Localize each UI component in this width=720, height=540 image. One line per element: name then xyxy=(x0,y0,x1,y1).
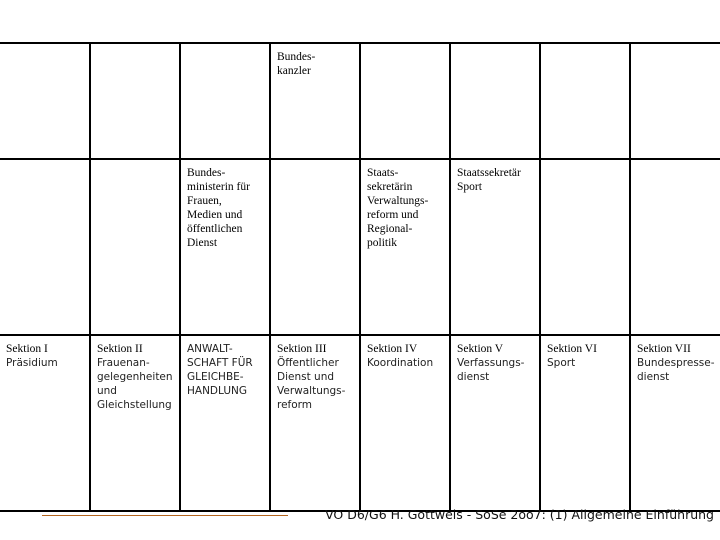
section-box-4 xyxy=(360,335,450,511)
section-title: Sektion V xyxy=(457,343,504,355)
section-box-6 xyxy=(540,335,630,511)
state-secretary-reform-box xyxy=(360,159,450,335)
cell-r1-c7 xyxy=(540,43,630,159)
section-title: Sektion I xyxy=(6,343,48,355)
cell-r1-c3 xyxy=(180,43,270,159)
footer-caption: VO D6/G6 H. Gottweis - SoSe 2oo7: (1) Allgemeine Einführung xyxy=(325,507,714,522)
section-subtitle: Öffentlicher Dienst und Verwaltungs- reform xyxy=(277,357,346,411)
section-title: Sektion VII xyxy=(637,343,691,355)
state-secretary-sport-label: Staatssekretär Sport xyxy=(457,167,521,193)
cell-r1-c1 xyxy=(0,43,90,159)
state-secretary-sport-box xyxy=(450,159,540,335)
cell-r2-c7 xyxy=(540,159,630,335)
cell-r1-c5 xyxy=(360,43,450,159)
cell-r1-c2 xyxy=(90,43,180,159)
section-subtitle: Bundespresse- dienst xyxy=(637,357,715,383)
chancellor-box xyxy=(270,43,360,159)
section-box-1 xyxy=(0,335,90,511)
minister-label: Bundes- ministerin für Frauen, Medien und öffentlichen Dienst xyxy=(187,167,250,249)
cell-r2-c4 xyxy=(270,159,360,335)
org-chart-table xyxy=(0,42,720,512)
cell-r1-c8 xyxy=(630,43,720,159)
cell-r2-c8 xyxy=(630,159,720,335)
section-box-7 xyxy=(630,335,720,511)
equal-treatment-box xyxy=(180,335,270,511)
section-subtitle: Frauenan- gelegenheiten und Gleichstellung xyxy=(97,357,173,411)
section-subtitle: Verfassungs- dienst xyxy=(457,357,525,383)
cell-r1-c6 xyxy=(450,43,540,159)
section-title: Sektion II xyxy=(97,343,143,355)
chart-row-sections xyxy=(0,335,720,511)
section-title: Sektion VI xyxy=(547,343,597,355)
chart-row-chancellor xyxy=(0,43,720,159)
section-title: Sektion III xyxy=(277,343,327,355)
equal-treatment-label: ANWALT- SCHAFT FÜR GLEICHBE- HANDLUNG xyxy=(187,343,253,397)
footer-divider xyxy=(42,515,288,516)
section-subtitle: Sport xyxy=(547,357,576,369)
section-title: Sektion IV xyxy=(367,343,418,355)
cell-r2-c2 xyxy=(90,159,180,335)
cell-r2-c1 xyxy=(0,159,90,335)
section-subtitle: Präsidium xyxy=(6,357,58,369)
section-box-3 xyxy=(270,335,360,511)
minister-box xyxy=(180,159,270,335)
chancellor-label: Bundes- kanzler xyxy=(277,51,316,77)
section-box-5 xyxy=(450,335,540,511)
section-box-2 xyxy=(90,335,180,511)
state-secretary-reform-label: Staats- sekretärin Verwaltungs- reform und Regional- politik xyxy=(367,167,429,249)
chart-row-ministers xyxy=(0,159,720,335)
section-subtitle: Koordination xyxy=(367,357,434,369)
